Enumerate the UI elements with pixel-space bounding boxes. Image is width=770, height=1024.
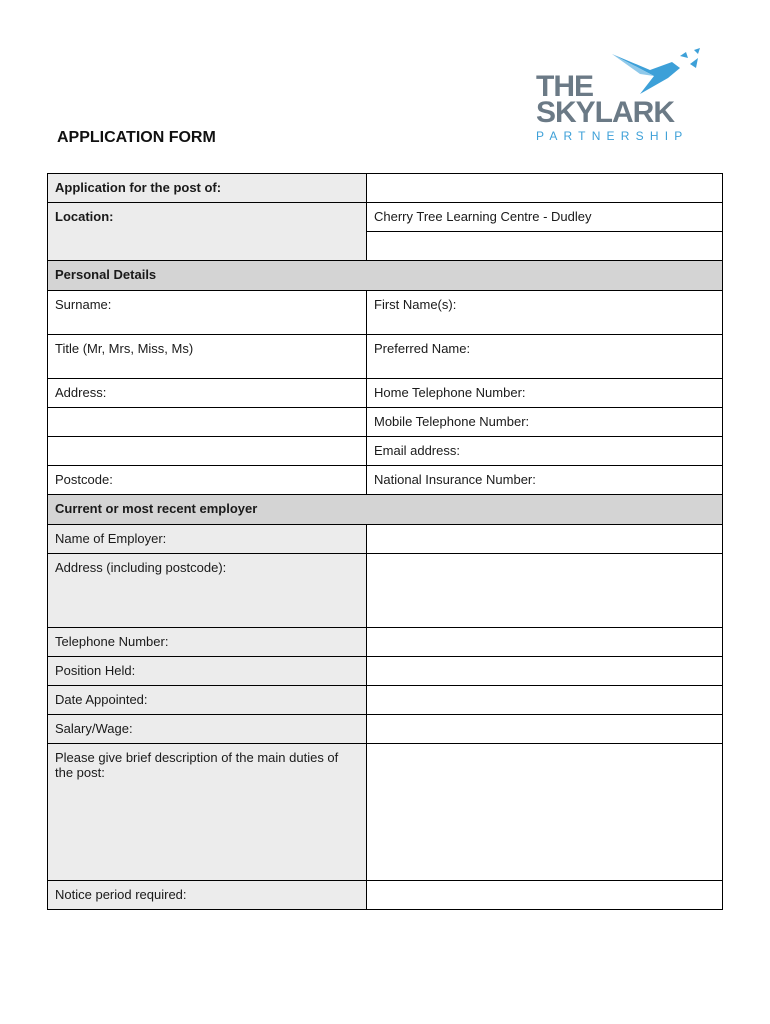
notice-row — [48, 881, 723, 910]
employer-name-row — [48, 525, 723, 554]
address-row-2 — [48, 408, 723, 437]
skylark-bird-icon — [610, 48, 706, 100]
employer-phone-label: Telephone Number: — [48, 628, 367, 657]
notice-input[interactable] — [367, 881, 723, 910]
address-row-3 — [48, 437, 723, 466]
position-input[interactable] — [367, 657, 723, 686]
preferred-name-field[interactable]: Preferred Name: — [367, 335, 723, 379]
post-input[interactable] — [367, 174, 723, 203]
duties-label: Please give brief description of the main duties of the post: — [48, 744, 367, 881]
employer-address-label: Address (including postcode): — [48, 554, 367, 628]
position-row — [48, 657, 723, 686]
salary-row — [48, 715, 723, 744]
ni-number-field[interactable]: National Insurance Number: — [367, 466, 723, 495]
address-line-2[interactable] — [48, 408, 367, 437]
post-row — [48, 174, 723, 203]
employer-address-row — [48, 554, 723, 628]
notice-label: Notice period required: — [48, 881, 367, 910]
title-field[interactable]: Title (Mr, Mrs, Miss, Ms) — [48, 335, 367, 379]
date-appointed-input[interactable] — [367, 686, 723, 715]
form-title: APPLICATION FORM — [57, 129, 216, 146]
logo-partnership: PARTNERSHIP — [536, 129, 689, 143]
address-field[interactable]: Address: — [48, 379, 367, 408]
employer-header: Current or most recent employer — [48, 495, 723, 525]
personal-section-row — [48, 261, 723, 291]
location-value-2[interactable] — [367, 232, 723, 261]
employer-address-input[interactable] — [367, 554, 723, 628]
location-label: Location: — [48, 203, 367, 261]
employer-phone-input[interactable] — [367, 628, 723, 657]
position-label: Position Held: — [48, 657, 367, 686]
title-row — [48, 335, 723, 379]
post-label: Application for the post of: — [48, 174, 367, 203]
employer-section-row — [48, 495, 723, 525]
first-names-field[interactable]: First Name(s): — [367, 291, 723, 335]
date-appointed-label: Date Appointed: — [48, 686, 367, 715]
employer-name-input[interactable] — [367, 525, 723, 554]
employer-name-label: Name of Employer: — [48, 525, 367, 554]
duties-row — [48, 744, 723, 881]
location-value[interactable]: Cherry Tree Learning Centre - Dudley — [367, 203, 723, 232]
postcode-field[interactable]: Postcode: — [48, 466, 367, 495]
name-row — [48, 291, 723, 335]
skylark-logo — [530, 48, 708, 148]
address-line-3[interactable] — [48, 437, 367, 466]
logo-the: THE — [536, 70, 593, 103]
date-appointed-row — [48, 686, 723, 715]
salary-label: Salary/Wage: — [48, 715, 367, 744]
logo-skylark: SKYLARK — [536, 96, 675, 129]
home-phone-field[interactable]: Home Telephone Number: — [367, 379, 723, 408]
location-row — [48, 203, 723, 232]
salary-input[interactable] — [367, 715, 723, 744]
application-form-table — [47, 173, 723, 910]
surname-field[interactable]: Surname: — [48, 291, 367, 335]
address-row — [48, 379, 723, 408]
postcode-row — [48, 466, 723, 495]
mobile-phone-field[interactable]: Mobile Telephone Number: — [367, 408, 723, 437]
duties-input[interactable] — [367, 744, 723, 881]
email-field[interactable]: Email address: — [367, 437, 723, 466]
personal-details-header: Personal Details — [48, 261, 723, 291]
employer-phone-row — [48, 628, 723, 657]
